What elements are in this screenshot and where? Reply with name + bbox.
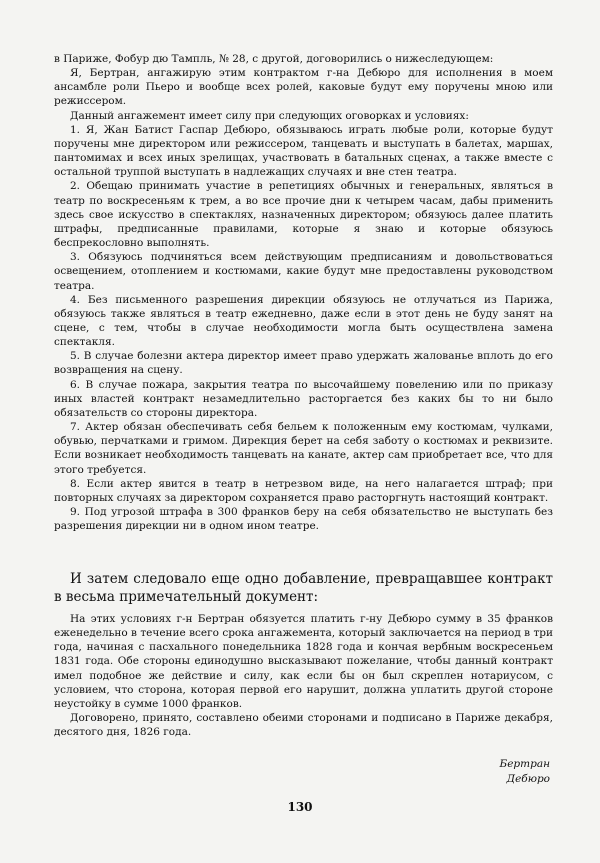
addendum-text: [54, 612, 553, 739]
contract-opening: в Париже, Фобур дю Тампль, № 28, с другой, договорились о нижеследующем:: [54, 53, 494, 65]
addendum-paragraph-1: На этих условиях г-н Бертран обязуется платить г-ну Дебюро сумму в 35 франков еженедельно в течение всего срока ангажемента, который заключается на период в три года, начиная с пасхального понедельника 1828 года и кончая вербным воскресеньем 1831 года. Обе стороны единодушно высказывают пожелание, чтобы данный контракт имел подобное же действие и силу, как если бы он был скреплен нотариусом, с условием, что сторона, которая первой его нарушит, должна уплатить другой стороне неустойку в сумме 1000 франков.: [54, 613, 553, 710]
contract-clause-2: 2. Обещаю принимать участие в репетициях обычных и генеральных, являться в театр по воскресеньям к трем, а во все прочие дни к четырем часам, дабы применить здесь свое искусство в спектаклях, назначенных директором; обязуюсь далее платить штрафы, предписанные правилами, которые я знаю и которые обязуюсь беспрекословно выполнять.: [54, 180, 553, 250]
contract-clause-6: 6. В случае пожара, закрытия театра по высочайшему повелению или по приказу иных властей контракт незамедлительно расторгается без каких бы то ни было обязательств со стороны директора.: [54, 378, 553, 419]
contract-clause-4: 4. Без письменного разрешения дирекции обязуюсь не отлучаться из Парижа, обязуюсь также являться в театр ежедневно, даже если в этот день не буду занят на сцене, с тем, чтобы в случае необходимости могла быть осуществлена замена спектакля.: [54, 293, 553, 349]
contract-text: [54, 52, 553, 533]
signature-deburau: Дебюро: [506, 773, 550, 785]
contract-engagement: Я, Бертран, ангажирую этим контрактом г-на Дебюро для исполнения в моем ансамбле роли Пьеро и вообще всех ролей, каковые будут ему поручены мною или режиссером.: [54, 67, 553, 108]
contract-clause-5: 5. В случае болезни актера директор имеет право удержать жалованье вплоть до его возвращения на сцену.: [54, 350, 553, 377]
contract-conditions-intro: Данный ангажемент имеет силу при следующих оговорках и условиях:: [70, 109, 469, 122]
contract-clause-9: 9. Под угрозой штрафа в 300 франков беру на себя обязательство не выступать без разрешения дирекции ни в одном ином театре.: [54, 506, 553, 533]
signatures: [499, 757, 550, 787]
contract-clause-7: 7. Актер обязан обеспечивать себя бельем к положенным ему костюмам, чулками, обувью, перчатками и гримом. Дирекция берет на себя заботу о костюмах и реквизите. Если возникает необходимость танцевать на канате, актер сам приобретает все, что для этого требуется.: [54, 421, 553, 476]
contract-clause-8: 8. Если актер явится в театр в нетрезвом виде, на него налагается штраф; при повторных случаях за директором сохраняется право расторгнуть настоящий контракт.: [54, 477, 553, 504]
narration-paragraph: И затем следовало еще одно добавление, превращавшее контракт в весьма примечательный документ:: [54, 571, 553, 605]
signature-bertrand: Бертран: [499, 758, 550, 770]
addendum-paragraph-2: Договорено, принято, составлено обеими сторонами и подписано в Париже декабря, десятого дня, 1826 года.: [54, 712, 553, 739]
page-number: 130: [287, 800, 313, 814]
contract-clause-1: 1. Я, Жан Батист Гаспар Дебюро, обязываюсь играть любые роли, которые будут поручены мне директором или режиссером, танцевать и выступать в балетах, маршах, пантомимах и всех иных зрелищах, участвовать в батальных сценах, а также вместе с остальной труппой выступать в надлежащих случаях и вне стен театра.: [54, 123, 553, 179]
contract-clause-3: 3. Обязуюсь подчиняться всем действующим предписаниям и довольствоваться освещением, отоплением и костюмами, какие будут мне предоставлены руководством театра.: [54, 251, 553, 292]
